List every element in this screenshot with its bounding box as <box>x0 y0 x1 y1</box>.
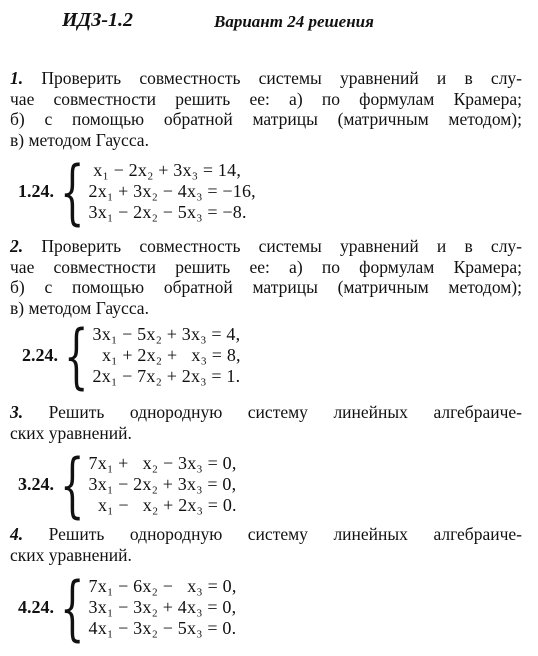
left-brace-icon: { <box>60 443 85 526</box>
equation: 3x₁ − 3x₂ + 4x₃ = 0, <box>88 597 237 617</box>
task-3-number: 3. <box>10 402 24 422</box>
system-2-24 <box>22 314 241 397</box>
task-1-text <box>10 68 522 150</box>
task-2-text <box>10 236 522 318</box>
system-label: 3.24. <box>18 474 54 494</box>
system-label: 2.24. <box>22 345 58 365</box>
task-2-line-1: 2. Проверить совместность системы уравнений и в слу- <box>10 236 523 256</box>
left-brace-icon: { <box>60 150 85 233</box>
equation: x₁ − x₂ + 2x₃ = 0. <box>88 495 237 515</box>
task-4-line-1: 4. Решить однородную систему линейных алгебраиче- <box>10 524 522 544</box>
task-2-number: 2. <box>10 236 24 256</box>
assignment-code: ИДЗ-1.2 <box>62 9 134 31</box>
equation: 7x₁ + x₂ − 3x₃ = 0, <box>88 453 237 473</box>
task-1-line-4: в) методом Гаусса. <box>10 129 149 150</box>
equation: 3x₁ − 5x₂ + 3x₃ = 4, <box>92 324 241 344</box>
task-2-line-2: чае совместности решить ее: а) по формулам Крамера; <box>10 256 522 277</box>
left-brace-icon: { <box>64 314 89 397</box>
system-label: 4.24. <box>18 597 54 617</box>
variant-title: Вариант 24 решения <box>214 12 374 31</box>
task-1-line-1: 1. Проверить совместность системы уравнений и в слу- <box>10 68 523 88</box>
page-header <box>62 9 442 37</box>
task-2-line-4: в) методом Гаусса. <box>10 297 149 318</box>
equation: 4x₁ − 3x₂ − 5x₃ = 0. <box>88 618 237 638</box>
task-1-line-2: чае совместности решить ее: а) по формулам Крамера; <box>10 88 522 109</box>
task-4-number: 4. <box>10 524 24 544</box>
system-3-24 <box>18 443 237 526</box>
task-3-line-2: ских уравнений. <box>10 422 132 443</box>
task-2-line-3: б) с помощью обратной матрицы (матричным методом); <box>10 277 522 297</box>
equations <box>93 324 241 387</box>
task-4-text <box>10 524 522 565</box>
task-2 <box>10 236 522 318</box>
equation: 7x₁ − 6x₂ − x₃ = 0, <box>88 576 237 596</box>
equations <box>89 453 237 516</box>
system-1-24 <box>18 150 256 233</box>
left-brace-icon: { <box>60 566 85 649</box>
equations <box>89 160 256 223</box>
equation: 2x₁ + 3x₂ − 4x₃ = −16, <box>88 181 256 201</box>
equation: x₁ + 2x₂ + x₃ = 8, <box>92 345 241 365</box>
system-4-24 <box>18 566 237 649</box>
task-3-text <box>10 402 522 443</box>
task-1-line-3: б) с помощью обратной матрицы (матричным методом); <box>10 109 522 129</box>
task-3-line-1: 3. Решить однородную систему линейных алгебраиче- <box>10 402 522 422</box>
equation: x₁ − 2x₂ + 3x₃ = 14, <box>88 160 242 180</box>
system-label: 1.24. <box>18 181 54 201</box>
equation: 3x₁ − 2x₂ + 3x₃ = 0, <box>88 474 237 494</box>
task-1-number: 1. <box>10 68 24 88</box>
task-1 <box>10 68 522 150</box>
equations <box>89 576 237 639</box>
equation: 2x₁ − 7x₂ + 2x₃ = 1. <box>92 366 241 386</box>
equation: 3x₁ − 2x₂ − 5x₃ = −8. <box>88 202 247 222</box>
task-3 <box>10 402 522 443</box>
task-4 <box>10 524 522 565</box>
task-4-line-2: ских уравнений. <box>10 544 132 565</box>
